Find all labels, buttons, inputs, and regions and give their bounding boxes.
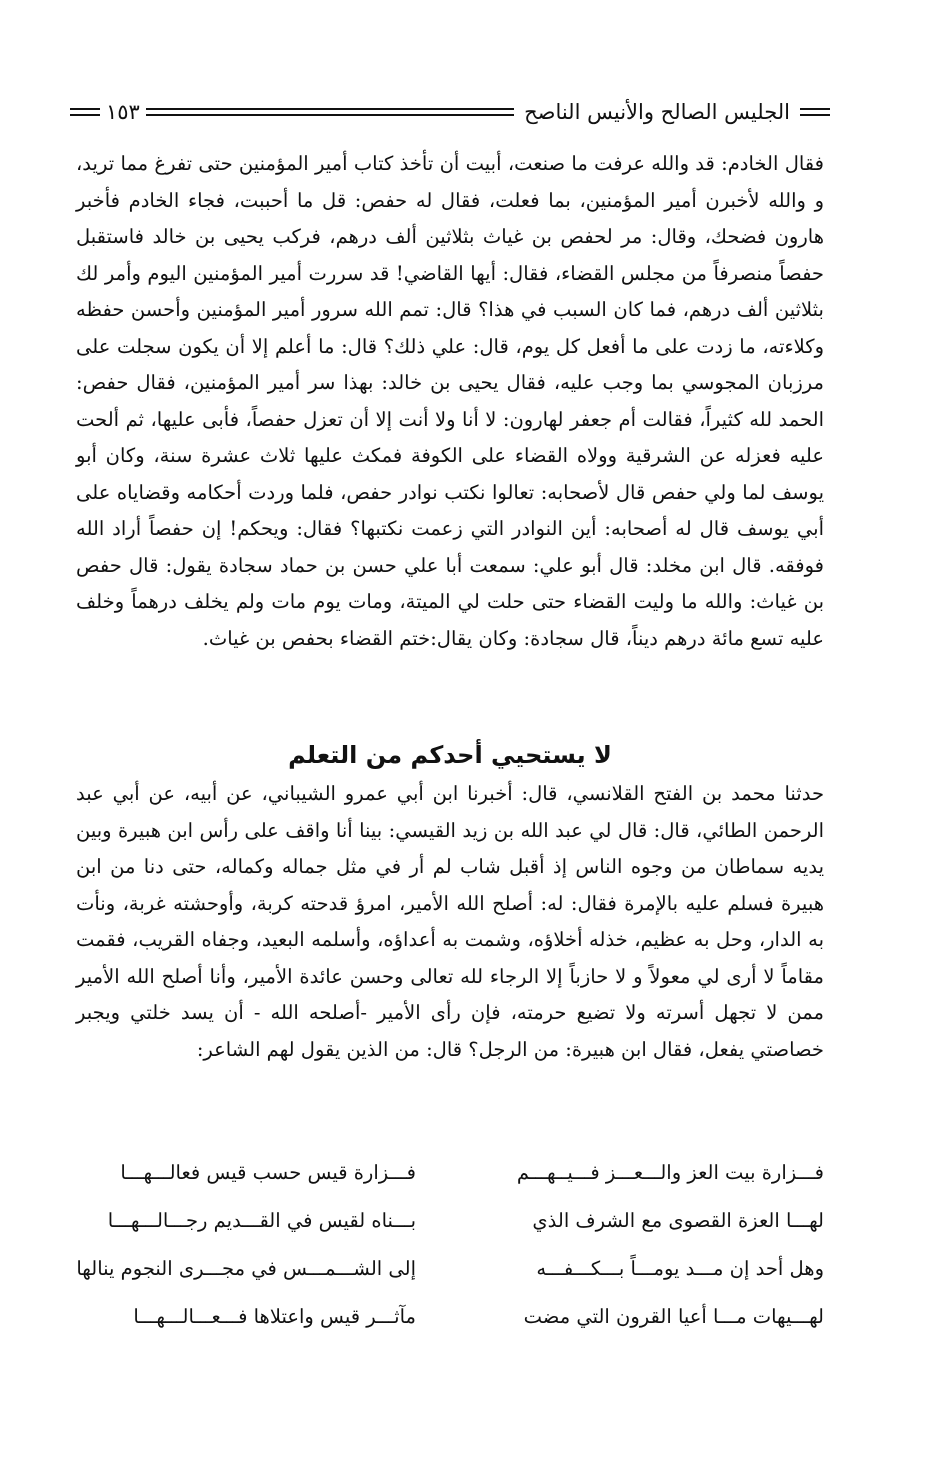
poem <box>76 1148 824 1340</box>
section-heading: لا يستحيي أحدكم من التعلم <box>288 741 612 769</box>
verse-first-hemistich: لهـــا العزة القصوى مع الشرف الذي <box>532 1208 824 1232</box>
verse-second-hemistich: فـــزارة قيس حسب قيس فعالـــهـــا <box>120 1160 416 1184</box>
verse-first-hemistich: فـــزارة بيت العز والـــعـــز فـــيــهـــم <box>516 1160 824 1184</box>
verse-first-hemistich: لهـــيهات مـــا أعيا القرون التي مضت <box>523 1304 824 1328</box>
header-rule-end <box>70 108 100 116</box>
poem-verse <box>76 1292 824 1340</box>
poem-verse <box>76 1244 824 1292</box>
paragraph-ibn-hubayra-story: حدثنا محمد بن الفتح القلانسي، قال: أخبرنا ابن أبي عمرو الشيباني، عن أبيه، عن أبي عبد الرحمن الطائي، قال: قال لي عبد الله بن زيد القيسي: بينا أنا واقف على رأس ابن هبيرة وبين يديه سماطان من وجوه الناس إذ أقبل شاب لم أر في مثل جماله وكماله، حتى دنا من ابن هبيرة فسلم عليه بالإمرة فقال: له: أصلح الله الأمير، امرؤ قدحته كربة، وأوحشته غربة، ونأت به الدار، وحل به عظيم، خذله أخلاؤه، وشمت به أعداؤه، وأسلمه البعيد، وجفاه القريب، فقمت مقاماً لا أرى لي معولاً و لا حازباً إلا الرجاء لله تعالى وحسن عائدة الأمير، وأنا أصلح الله الأمير ممن لا تجهل أسرته ولا تضيع حرمته، فإن رأى الأمير -أصلحه الله - أن يسد خلتي ويجبر خصاصتي يفعل، فقال ابن هبيرة: من الرجل؟ قال: من الذين يقول لهم الشاعر: <box>76 782 824 1061</box>
poem-verse <box>76 1196 824 1244</box>
verse-first-hemistich: وهل أحد إن مـــد يومـــاً بـــكـــفـــه <box>536 1256 824 1280</box>
header-rule <box>146 108 514 116</box>
verse-second-hemistich: بـــناه لقيس في القـــديم رجـــالـــهـــا <box>107 1208 416 1232</box>
header-rule-start <box>800 108 830 116</box>
verse-second-hemistich: مآثـــر قيس واعتلاها فـــعـــالـــهـــا <box>133 1304 416 1328</box>
page-number: ١٥٣ <box>106 100 140 124</box>
poem-verse <box>76 1148 824 1196</box>
running-header <box>70 94 830 130</box>
book-title: الجليس الصالح والأنيس الناصح <box>524 100 790 124</box>
verse-second-hemistich: إلى الشـــمـــس في مجـــرى النجوم ينالها <box>76 1256 416 1280</box>
paragraph-hafs-story: فقال الخادم: قد والله عرفت ما صنعت، أبيت أن تأخذ كتاب أمير المؤمنين حتى تفرغ مما تريد، و والله لأخبرن أمير المؤمنين، بما فعلت، فقال له حفص: قل ما أحببت، فجاء الخادم فأخبر هارون فضحك، وقال: مر لحفص بن غياث بثلاثين ألف درهم، فركب يحيى بن خالد فاستقبل حفصاً منصرفاً من مجلس القضاء، فقال: أيها القاضي! قد سررت أمير المؤمنين اليوم وأمر لك بثلاثين ألف درهم، فما كان السبب في هذا؟ قال: تمم الله سرور أمير المؤمنين وأحسن حفظه وكلاءته، ما زدت على ما أفعل كل يوم، قال: علي ذلك؟ قال: ما أعلم إلا أن يكون سجلت على مرزبان المجوسي بما وجب عليه، فقال يحيى بن خالد: بهذا سر أمير المؤمنين، فقال حفص: الحمد لله كثيراً، فقالت أم جعفر لهارون: لا أنا ولا أنت إلا أن تعزل حفصاً، فأبى عليها، ثم ألحت عليه فعزله عن الشرقية وولاه القضاء على الكوفة فمكث عليها ثلاث عشرة سنة، وكان أبو يوسف لما ولي حفص قال لأصحابه: تعالوا نكتب نوادر حفص، فلما وردت أحكامه وقضاياه على أبي يوسف قال له أصحابه: أين النوادر التي زعمت نكتبها؟ فقال: ويحكم! إن حفصاً أراد الله فوفقه. قال ابن مخلد: قال أبو علي: سمعت أبا علي حسن بن حماد سجادة يقول: قال حفص بن غياث: والله ما وليت القضاء حتى حلت لي الميتة، ومات يوم مات ولم يخلف درهماً وخلف عليه تسع مائة درهم ديناً، قال سجادة: وكان يقال:ختم القضاء بحفص بن غياث. <box>76 152 824 650</box>
